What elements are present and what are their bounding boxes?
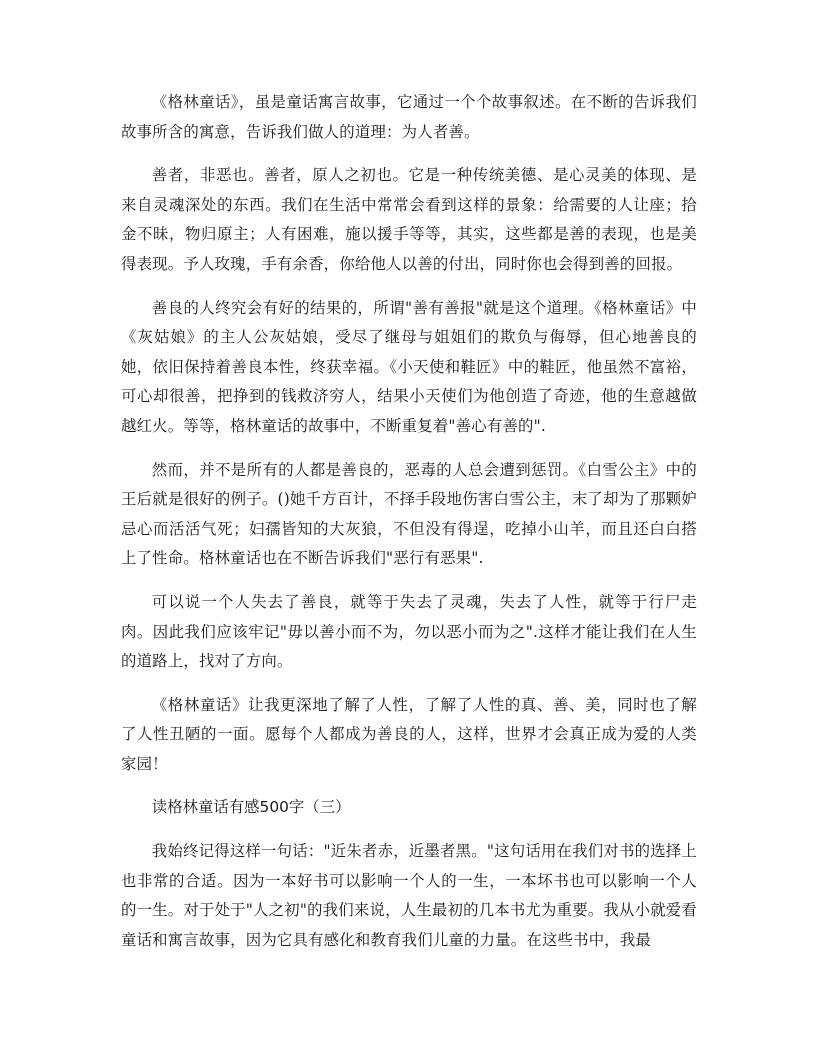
paragraph-3: 善良的人终究会有好的结果的，所谓"善有善报"就是这个道理。《格林童话》中《灰姑娘》的主人公灰姑娘，受尽了继母与姐姐们的欺负与侮辱，但心地善良的她，依旧保持着善良本性，终获幸福。《小天使和鞋匠》中的鞋匠，他虽然不富裕，可心却很善，把挣到的钱救济穷人，结果小天使们为他创造了奇迹，他的生意越做越红火。等等，格林童话的故事中，不断重复着"善心有善的". [121,298,697,435]
section-heading: 读格林童话有感500字（三） [151,798,351,817]
paragraph-7: 我始终记得这样一句话："近朱者赤，近墨者黑。"这句话用在我们对书的选择上也非常的合适。因为一本好书可以影响一个人的一生，一本坏书也可以影响一个人的一生。对于处于"人之初"的我们来说，人生最初的几本书尤为重要。我从小就爱看童话和寓言故事，因为它具有感化和教育我们儿童的力量。在这些书中，我最 [121,842,697,949]
paragraph-5: 可以说一个人失去了善良，就等于失去了灵魂，失去了人性，就等于行尸走肉。因此我们应该牢记"毋以善小而不为，勿以恶小而为之".这样才能让我们在人生的道路上，找对了方向。 [121,592,697,671]
paragraph-6: 《格林童话》让我更深地了解了人性，了解了人性的真、善、美，同时也了解了人性丑陋的一面。愿每个人都成为善良的人，这样，世界才会真正成为爱的人类家园！ [121,695,697,773]
document-page [121,88,697,969]
paragraph-2: 善者，非恶也。善者，原人之初也。它是一种传统美德、是心灵美的体现、是来自灵魂深处的东西。我们在生活中常常会看到这样的景象：给需要的人让座；拾金不昧，物归原主；人有困难，施以援手等等，其实，这些都是善的表现，也是美得表现。予人玫瑰，手有余香，你给他人以善的付出，同时你也会得到善的回报。 [121,166,697,273]
paragraph-1: 《格林童话》，虽是童话寓言故事，它通过一个个故事叙述。在不断的告诉我们故事所含的寓意，告诉我们做人的道理：为人者善。 [121,93,697,141]
paragraph-4: 然而，并不是所有的人都是善良的，恶毒的人总会遭到惩罚。《白雪公主》中的王后就是很好的例子。()她千方百计，不择手段地伤害白雪公主，末了却为了那颗妒忌心而活活气死；妇孺皆知的大灰狼，不但没有得逞，吃掉小山羊，而且还白白搭上了性命。格林童话也在不断告诉我们"恶行有恶果". [121,460,697,568]
